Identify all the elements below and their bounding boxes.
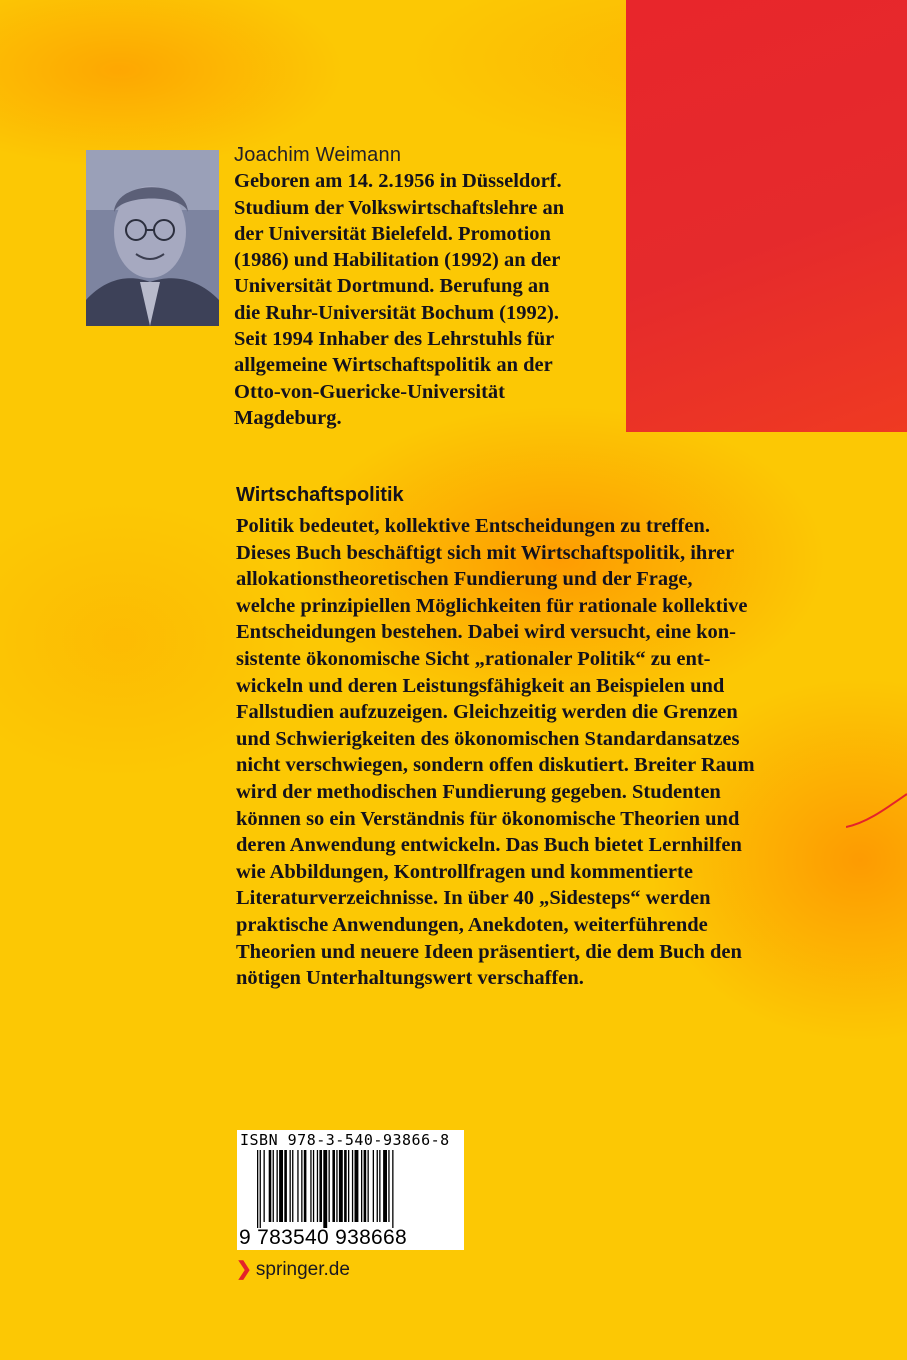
description-line: praktische Anwendungen, Anekdoten, weiterführende: [236, 913, 708, 936]
author-bio-line: Seit 1994 Inhaber des Lehrstuhls für: [234, 328, 555, 351]
barcode-bar: [373, 1150, 374, 1222]
isbn-label: ISBN 978-3-540-93866-8: [240, 1131, 450, 1149]
barcode-bar: [336, 1150, 337, 1222]
ean-digits: 9 783540 938668: [239, 1226, 407, 1249]
author-bio-line: Geboren am 14. 2.1956 in Düsseldorf.: [234, 170, 562, 193]
barcode-bar: [368, 1150, 369, 1222]
isbn-barcode: [237, 1130, 464, 1250]
description-line: allokationstheoretischen Fundierung und der Frage,: [236, 568, 693, 591]
book-description: [236, 484, 796, 992]
barcode-bar: [388, 1150, 389, 1222]
barcode-bars: [257, 1150, 447, 1228]
description-line: Dieses Buch beschäftigt sich mit Wirtschaftspolitik, ihrer: [236, 541, 735, 564]
barcode-bar: [290, 1150, 291, 1222]
description-line: Literaturverzeichnisse. In über 40 „Sidesteps“ werden: [236, 887, 711, 910]
barcode-bar: [352, 1150, 353, 1222]
description-line: Entscheidungen bestehen. Dabei wird versucht, eine kon-: [236, 621, 737, 644]
author-section: [234, 142, 614, 431]
description-line: Fallstudien aufzuzeigen. Gleichzeitig werden die Grenzen: [236, 701, 738, 724]
barcode-bar: [392, 1150, 393, 1228]
publisher-url: springer.de: [255, 1259, 350, 1280]
barcode-bar: [260, 1150, 261, 1228]
barcode-bar: [279, 1150, 283, 1222]
chevron-right-icon: ❯: [236, 1259, 252, 1280]
barcode-bar: [332, 1150, 335, 1222]
barcode-bar: [301, 1150, 302, 1222]
barcode-bar: [344, 1150, 347, 1222]
barcode-bar: [277, 1150, 278, 1222]
barcode-bar: [329, 1150, 330, 1222]
barcode-bar: [355, 1150, 359, 1222]
author-bio-line: Universität Dortmund. Berufung an: [234, 275, 550, 298]
barcode-bar: [364, 1150, 367, 1222]
barcode-bar: [377, 1150, 378, 1222]
barcode-bar: [361, 1150, 362, 1222]
book-title-heading: Wirtschaftspolitik: [236, 484, 404, 506]
author-bio-line: der Universität Bielefeld. Promotion: [234, 222, 551, 245]
description-line: Theorien und neuere Ideen präsentiert, die dem Buch den: [236, 940, 742, 963]
description-line: welche prinzipiellen Möglichkeiten für rationale kollektive: [236, 594, 748, 617]
description-line: nicht verschwiegen, sondern offen diskutiert. Breiter Raum: [236, 754, 755, 777]
author-bio-line: Otto-von-Guericke-Universität: [234, 380, 505, 403]
barcode-bar: [313, 1150, 314, 1222]
barcode-bar: [297, 1150, 298, 1222]
description-line: wie Abbildungen, Kontrollfragen und kommentierte: [236, 860, 693, 883]
publisher-link[interactable]: [236, 1258, 350, 1281]
barcode-bar: [348, 1150, 349, 1222]
description-line: nötigen Unterhaltungswert verschaffen.: [236, 967, 584, 990]
barcode-bar: [379, 1150, 380, 1222]
red-accent-block: [626, 0, 907, 432]
barcode-bar: [269, 1150, 272, 1222]
barcode-bar: [317, 1150, 318, 1222]
barcode-bar: [383, 1150, 387, 1222]
barcode-bar: [284, 1150, 287, 1222]
barcode-bar: [310, 1150, 311, 1222]
author-bio-line: Magdeburg.: [234, 406, 342, 429]
author-bio-line: allgemeine Wirtschaftspolitik an der: [234, 354, 553, 377]
description-line: wickeln und deren Leistungsfähigkeit an Beispielen und: [236, 674, 725, 697]
barcode-bar: [339, 1150, 343, 1222]
barcode-bar: [257, 1150, 258, 1228]
barcode-bar: [319, 1150, 322, 1222]
description-line: Politik bedeutet, kollektive Entscheidungen zu treffen.: [236, 515, 710, 537]
description-line: deren Anwendung entwickeln. Das Buch bietet Lernhilfen: [236, 834, 742, 857]
barcode-bar: [292, 1150, 293, 1222]
red-brush-stroke: [846, 790, 907, 830]
description-line: können so ein Verständnis für ökonomische Theorien und: [236, 807, 740, 830]
description-line: und Schwierigkeiten des ökonomischen Standardansatzes: [236, 727, 740, 750]
description-line: wird der methodischen Fundierung gegeben. Studenten: [236, 780, 721, 803]
description-line: sistente ökonomische Sicht „rationaler Politik“ zu ent-: [236, 647, 711, 670]
barcode-bar: [273, 1150, 274, 1222]
barcode-bar: [264, 1150, 265, 1222]
author-bio-line: Studium der Volkswirtschaftslehre an: [234, 196, 565, 219]
author-bio-line: (1986) und Habilitation (1992) an der: [234, 249, 561, 272]
author-name: Joachim Weimann: [234, 144, 402, 166]
author-photo: [86, 150, 219, 326]
barcode-bar: [304, 1150, 307, 1222]
author-bio-line: die Ruhr-Universität Bochum (1992).: [234, 301, 559, 324]
barcode-bar: [323, 1150, 327, 1228]
